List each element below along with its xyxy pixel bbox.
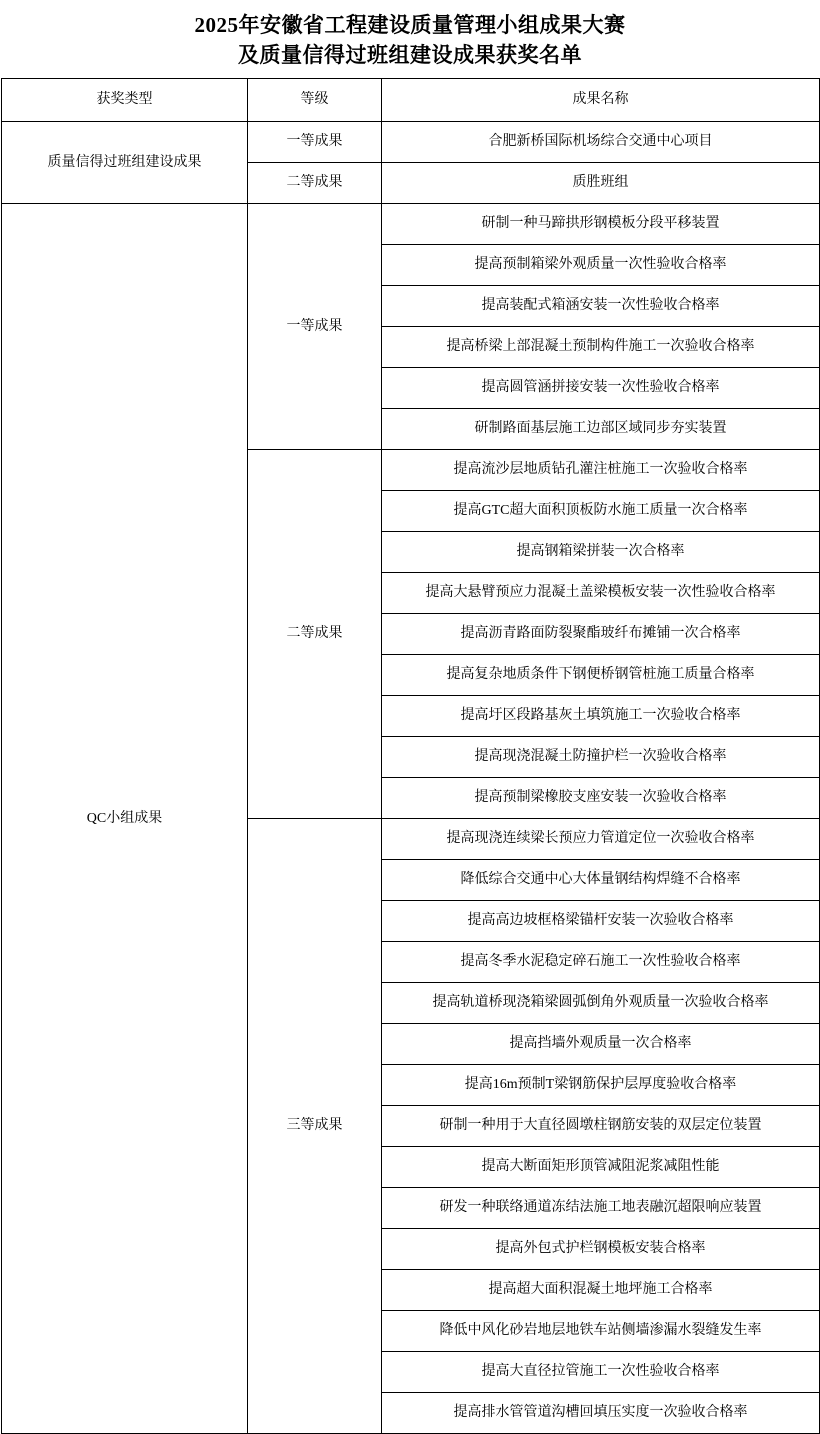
award-name-cell: 提高冬季水泥稳定碎石施工一次性验收合格率 [382, 942, 820, 983]
award-name-cell: 提高圩区段路基灰土填筑施工一次验收合格率 [382, 696, 820, 737]
table-header-row [2, 79, 820, 122]
award-level-cell: 二等成果 [248, 450, 382, 819]
award-name-cell: 降低中风化砂岩地层地铁车站侧墙渗漏水裂缝发生率 [382, 1311, 820, 1352]
column-header-name: 成果名称 [382, 79, 820, 122]
page-title [0, 0, 820, 78]
award-name-cell: 提高大悬臂预应力混凝土盖梁模板安装一次性验收合格率 [382, 573, 820, 614]
award-name-cell: 研制一种用于大直径圆墩柱钢筋安装的双层定位装置 [382, 1106, 820, 1147]
award-level-cell: 一等成果 [248, 204, 382, 450]
page-title-line-2: 及质量信得过班组建设成果获奖名单 [238, 43, 582, 67]
table-row [2, 204, 820, 245]
award-name-cell: 提高沥青路面防裂聚酯玻纤布摊铺一次合格率 [382, 614, 820, 655]
award-name-cell: 提高预制梁橡胶支座安装一次验收合格率 [382, 778, 820, 819]
award-name-cell: 研发一种联络通道冻结法施工地表融沉超限响应装置 [382, 1188, 820, 1229]
award-name-cell: 提高现浇混凝土防撞护栏一次验收合格率 [382, 737, 820, 778]
table-body [2, 122, 820, 1434]
award-name-cell: 降低综合交通中心大体量钢结构焊缝不合格率 [382, 860, 820, 901]
table-row [2, 122, 820, 163]
award-name-cell: 提高高边坡框格梁锚杆安装一次验收合格率 [382, 901, 820, 942]
award-name-cell: 合肥新桥国际机场综合交通中心项目 [382, 122, 820, 163]
award-name-cell: 提高圆管涵拼接安装一次性验收合格率 [382, 368, 820, 409]
award-name-cell: 提高16m预制T梁钢筋保护层厚度验收合格率 [382, 1065, 820, 1106]
award-name-cell: 提高桥梁上部混凝土预制构件施工一次验收合格率 [382, 327, 820, 368]
award-name-cell: 提高外包式护栏钢模板安装合格率 [382, 1229, 820, 1270]
award-name-cell: 研制一种马蹄拱形钢模板分段平移装置 [382, 204, 820, 245]
award-name-cell: 提高超大面积混凝土地坪施工合格率 [382, 1270, 820, 1311]
award-level-cell: 二等成果 [248, 163, 382, 204]
award-level-cell: 三等成果 [248, 819, 382, 1434]
award-name-cell: 质胜班组 [382, 163, 820, 204]
award-name-cell: 提高现浇连续梁长预应力管道定位一次验收合格率 [382, 819, 820, 860]
award-name-cell: 提高挡墙外观质量一次合格率 [382, 1024, 820, 1065]
award-name-cell: 提高GTC超大面积顶板防水施工质量一次合格率 [382, 491, 820, 532]
award-name-cell: 提高流沙层地质钻孔灌注桩施工一次验收合格率 [382, 450, 820, 491]
award-name-cell: 研制路面基层施工边部区域同步夯实装置 [382, 409, 820, 450]
column-header-level: 等级 [248, 79, 382, 122]
award-name-cell: 提高预制箱梁外观质量一次性验收合格率 [382, 245, 820, 286]
award-name-cell: 提高复杂地质条件下钢便桥钢管桩施工质量合格率 [382, 655, 820, 696]
award-type-cell: 质量信得过班组建设成果 [2, 122, 248, 204]
page-title-line-1: 2025年安徽省工程建设质量管理小组成果大赛 [194, 13, 626, 37]
award-name-cell: 提高钢箱梁拼装一次合格率 [382, 532, 820, 573]
award-name-cell: 提高大直径拉管施工一次性验收合格率 [382, 1352, 820, 1393]
award-list-table [1, 78, 820, 1434]
award-name-cell: 提高大断面矩形顶管减阻泥浆减阻性能 [382, 1147, 820, 1188]
column-header-type: 获奖类型 [2, 79, 248, 122]
award-name-cell: 提高轨道桥现浇箱梁圆弧倒角外观质量一次验收合格率 [382, 983, 820, 1024]
award-type-cell: QC小组成果 [2, 204, 248, 1434]
award-name-cell: 提高排水管管道沟槽回填压实度一次验收合格率 [382, 1393, 820, 1434]
award-level-cell: 一等成果 [248, 122, 382, 163]
award-name-cell: 提高装配式箱涵安装一次性验收合格率 [382, 286, 820, 327]
